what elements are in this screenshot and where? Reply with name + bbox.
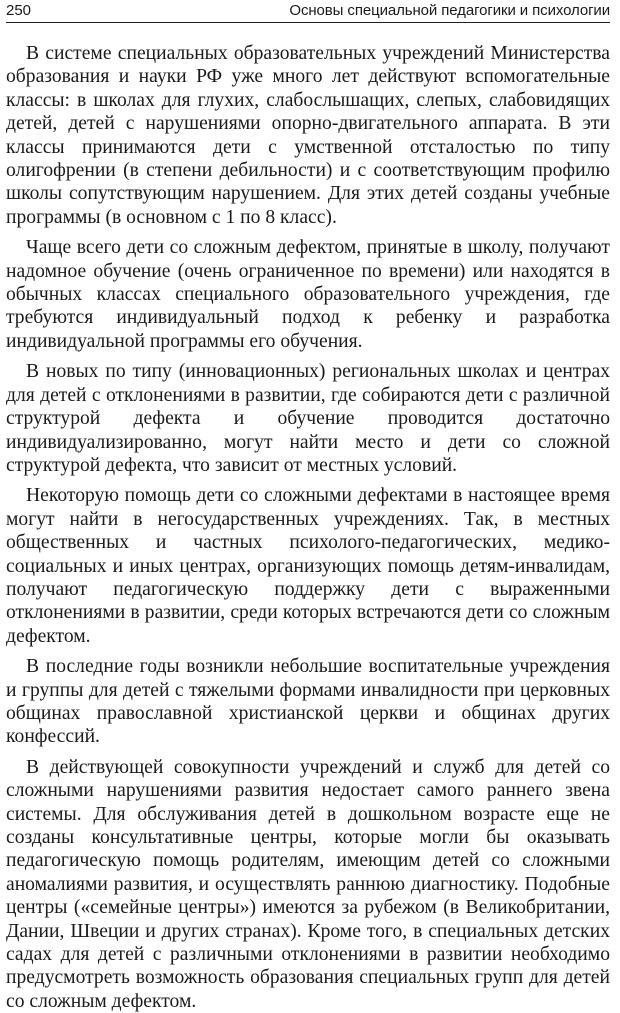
running-title: Основы специальной педагогики и психологии xyxy=(289,2,610,19)
paragraph: В последние годы возникли небольшие воспитательные учреждения и группы для детей с тяжелыми формами инвалидности при церковных общинах православной христианской церкви и общинах других конфессий. xyxy=(6,656,610,748)
page-number: 250 xyxy=(6,2,32,19)
paragraph: В новых по типу (инновационных) региональных школах и центрах для детей с отклонениями в развитии, где собираются дети с различной структурой дефекта и обучение проводится достаточно индивидуализированно, могут найти место и дети со сложной структурой дефекта, что зависит от местных условий. xyxy=(6,361,610,476)
paragraph: В системе специальных образовательных учреждений Министерства образования и науки РФ уже много лет действуют вспомогательные классы: в школах для глухих, слабослышащих, слепых, слабовидящих детей, детей с нарушениями опорно-двигательного аппарата. В эти классы принимаются дети с умственной отсталостью по типу олигофрении (в степени дебильности) и с соответствующим профилю школы сопутствующим нарушением. Для этих детей созданы учебные программы (в основном с 1 по 8 класс). xyxy=(6,43,610,228)
paragraph: В действующей совокупности учреждений и служб для детей со сложными нарушениями развития недостает самого раннего звена системы. Для обслуживания детей в дошкольном возрасте еще не созданы консультативные центры, которые могли бы оказывать педагогическую помощь родителям, имеющим детей со сложными аномалиями развития, и осуществлять раннюю диагностику. Подобные центры («семейные центры») имеются за рубежом (в Великобритании, Дании, Швеции и других странах). Кроме того, в специальных детских садах для детей с различными отклонениями в развитии необходимо предусмотреть возможность образования специальных групп для детей со сложным дефектом. xyxy=(6,756,610,1012)
body-text xyxy=(6,42,610,1013)
paragraph: Чаще всего дети со сложным дефектом, принятые в школу, получают надомное обучение (очень ограниченное по времени) или находятся в обычных классах специального образовательного учреждения, где требуются индивидуальный подход к ребенку и разработка индивидуальной программы его обучения. xyxy=(6,237,610,352)
running-header xyxy=(6,0,610,23)
paragraph: Некоторую помощь дети со сложными дефектами в настоящее время могут найти в негосударственных учреждениях. Так, в местных общественных и частных психолого-педагогических, медико-социальных и иных центрах, организующих помощь детям-инвалидам, получают педагогическую поддержку дети с выраженными отклонениями в развитии, среди которых встречаются дети со сложным дефектом. xyxy=(6,485,610,647)
